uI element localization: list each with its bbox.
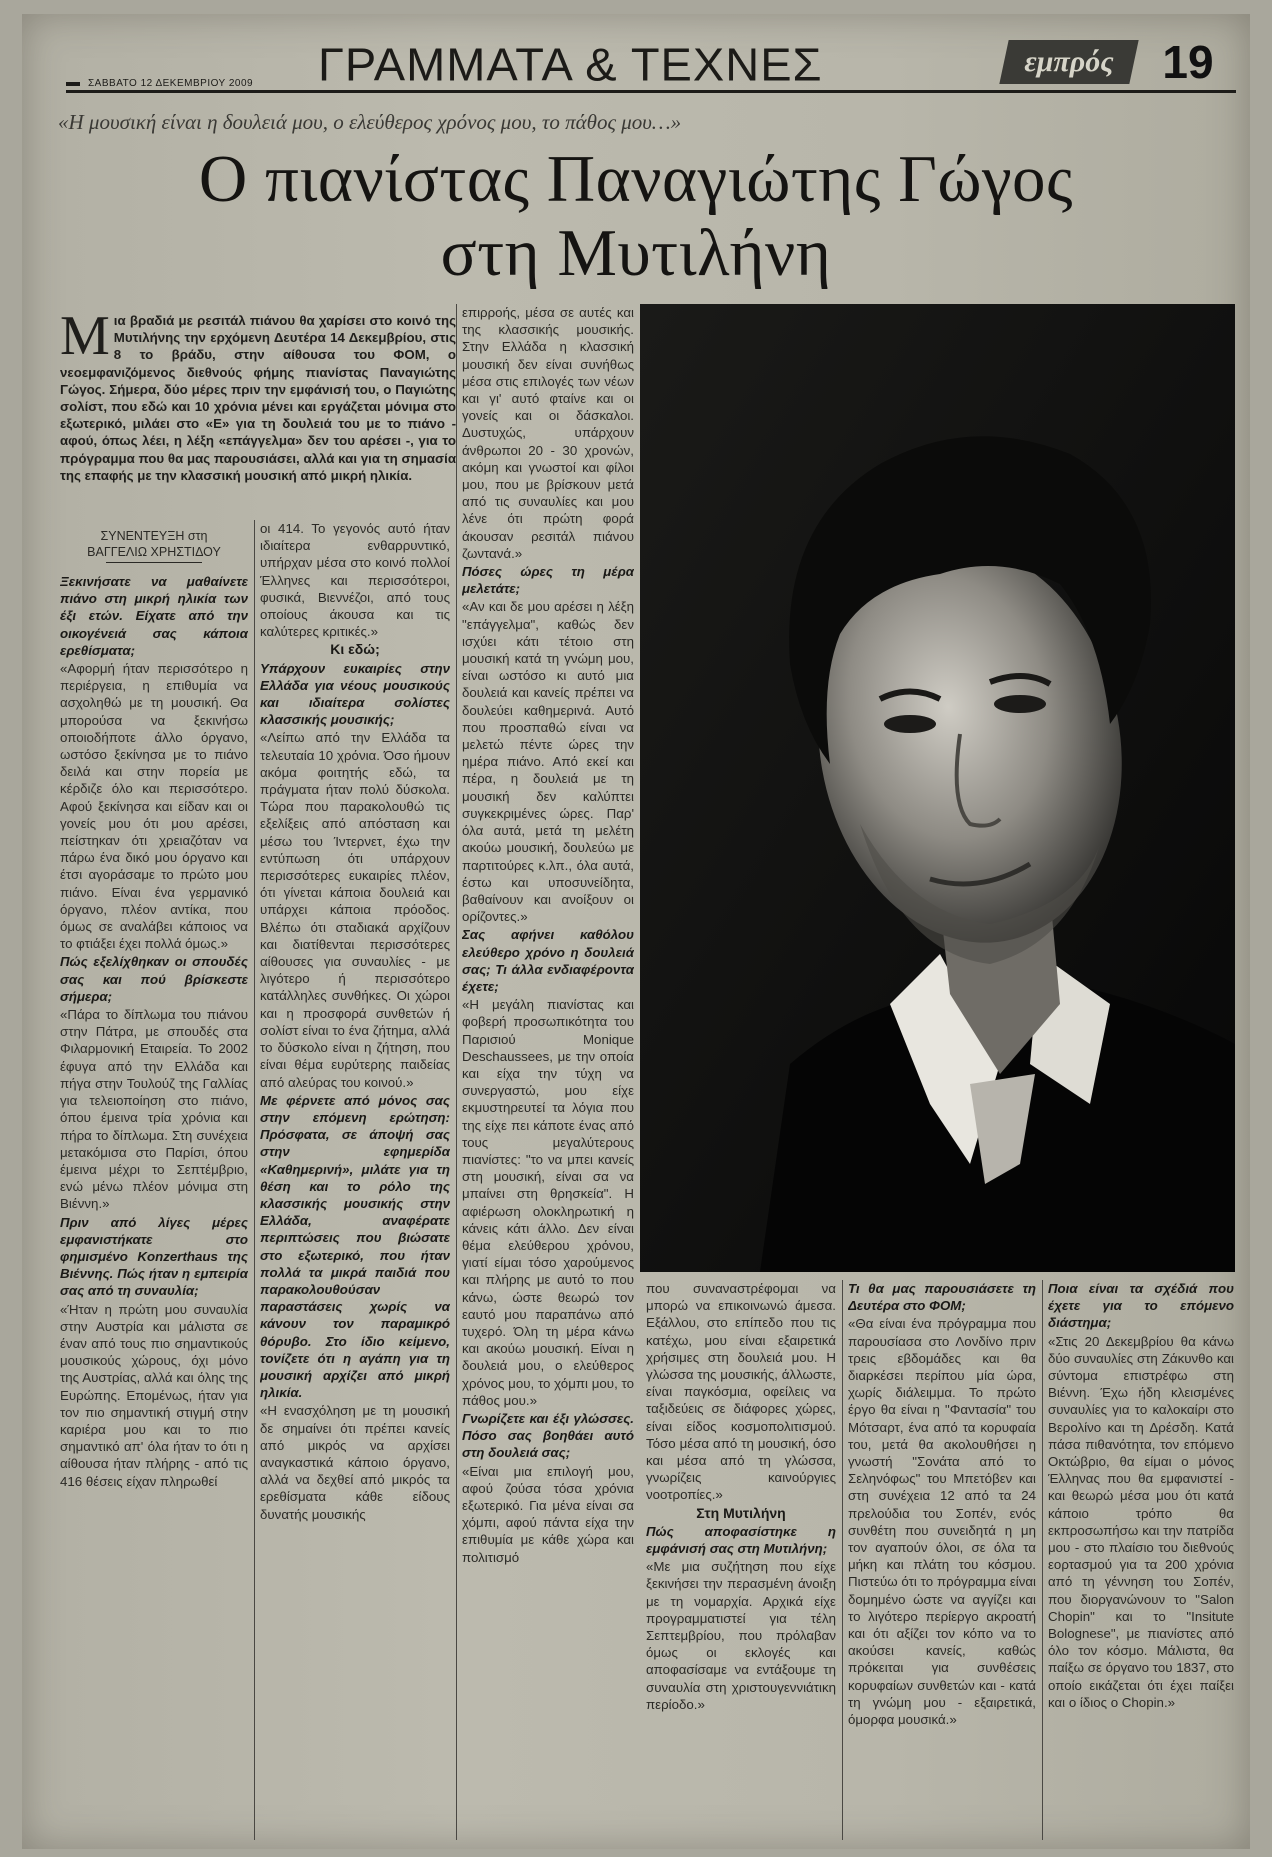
interview-answer: οι 414. Το γεγονός αυτό ήταν ιδιαίτερα ενθαρρυντικό, υπήρχαν μέσα στο κοινό πολλοί Έλληνες και περισσότεροι, φυσικά, Βιεννέζοι, από τους οποίους άκουσα και τις καλύτερες κριτικές.» <box>260 521 450 640</box>
interview-question: Πώς αποφασίστηκε η εμφάνισή σας στη Μυτιλήνη; <box>646 1523 836 1557</box>
interview-answer: «Πάρα το δίπλωμα του πιάνου στην Πάτρα, με σπουδές στα Φιλαρμονική Εταιρεία. Το 2002 έφυγα από την Ελλάδα και πήγα στην Τουλούζ της Γαλλίας για τελειοποίηση στο πιάνο, όπου έμεινα τρία χρόνια και πήρα το δίπλωμα. Στη συνέχεια μετακόμισα στο Παρίσι, όπου έμεινα μέχρι το Σεπτέμβριο, ενώ μένω πλέον μόνιμα στη Βιέννη.» <box>60 1007 248 1212</box>
subheading: Στη Μυτιλήνη <box>696 1504 786 1521</box>
interview-answer: «Η ενασχόληση με τη μουσική δε σημαίνει ότι πρέπει κανείς από μικρός να αρχίσει αναγκαστικά κάποιο όργανο, αλλά να δεχθεί από μικρός τα ερεθίσματα κάθε είδους δυνατής μουσικής <box>260 1403 450 1522</box>
column-1-body <box>60 573 248 1490</box>
column-3-body <box>462 304 634 1566</box>
column-2 <box>260 520 450 1840</box>
byline <box>60 528 248 563</box>
column-1 <box>60 520 248 1840</box>
interview-question: Σας αφήνει καθόλου ελεύθερο χρόνο η δουλειά σας; Τι άλλα ενδιαφέροντα έχετε; <box>462 927 634 994</box>
masthead-rule <box>66 90 1236 93</box>
drop-cap: Μ <box>60 312 110 367</box>
logo-text: εμπρός <box>1024 45 1114 78</box>
interview-answer: «Αφορμή ήταν περισσότερο η περιέργεια, η επιθυμία να ασχοληθώ με τη μουσική. Θα μπορούσα να ξεκινήσω οποιοδήποτε άλλο όργανο, ωστόσο ξεκίνησα με το πιάνο δειλά και στην πορεία με κέρδιζε όλο και περισσότερο. Αφού ξεκίνησα και είδαν και οι γονείς μου ότι μου αρέσει, πείστηκαν ότι χρειαζόταν να πάρω ένα δικό μου όργανο και έτσι αγοράσαμε το πρώτο μου πιάνο. Είναι ένα γερμανικό όργανο, πλέον αντίκα, που όμως σε αναλάβει κάποιος να το φτιάξει έχει πολλά όμως.» <box>60 661 248 952</box>
column-rule <box>254 520 255 1840</box>
interview-answer: «Ήταν η πρώτη μου συναυλία στην Αυστρία και μάλιστα σε έναν από τους πιο σημαντικούς μουσικούς χώρους, όχι μόνο της Αυστρίας, αλλά και όλης της Ευρώπης. Επομένως, ήταν για τον πιο σημαντική στιγμή στην καριέρα μου και το πιο σημαντικό απ' όλα ήταν το ότι η αίθουσα ήταν πλήρης - από τις 416 θέσεις είχαν πληρωθεί <box>60 1301 248 1489</box>
byline-rule <box>106 562 202 563</box>
lead-text: ια βραδιά με ρεσιτάλ πιάνου θα χαρίσει στο κοινό της Μυτιλήνης την ερχόμενη Δευτέρα 14 Δεκεμβρίου, στις 8 το βράδυ, στην αίθουσα του ΦΟΜ, ο νεοεμφανιζόμενος διεθνούς φήμης πιανίστας Παναγιώτης Γώγος. Σήμερα, δύο μέρες πριν την εμφάνισή του, ο Παγιώτης σολίστ, που εδώ και 10 χρόνια μένει και εργάζεται μόνιμα στο εξωτερικό, μιλάει στο «Ε» για τη δουλειά του με το πιάνο - αφού, όπως λέει, η λέξη «επάγγελμα» δεν του αρέσει -, για το πρόγραμμα που θα μας παρουσιάσει, αλλά και για τη σημασία της επαφής με την κλασσική μουσική από μικρή ηλικία. <box>60 313 456 483</box>
column-6-body <box>1048 1280 1234 1711</box>
column-4-body <box>646 1280 836 1713</box>
column-rule <box>1042 1280 1043 1840</box>
interview-answer: «Είναι μια επιλογή μου, αφού ζούσα τόσα χρόνια εξωτερικό. Για μένα είναι σα χόμπι, αφού πάντα είχα την επιθυμία με κάθε χώρα και πολιτισμό <box>462 1463 634 1565</box>
portrait-illustration <box>640 304 1235 1272</box>
interview-question: Ποια είναι τα σχέδιά που έχετε για το επόμενο διάστημα; <box>1048 1281 1234 1331</box>
column-6 <box>1048 1280 1234 1840</box>
column-4 <box>646 1280 836 1840</box>
column-5-body <box>848 1280 1036 1728</box>
interview-answer: «Με μια συζήτηση που είχε ξεκινήσει την περασμένη άνοιξη με τη νομαρχία. Αρχικά είχε προγραμματιστεί για τέλη Σεπτεμβρίου, που πρόλαβαν όμως οι εκλογές και αποφασίσαμε να εντάξουμε τη συναυλία στη χριστουγεννιάτικη περίοδο.» <box>646 1559 836 1712</box>
interview-answer: «Στις 20 Δεκεμβρίου θα κάνω δύο συναυλίες στη Ζάκυνθο και σύντομα επιστρέφω στη Βιέννη. Έχω ήδη κλεισμένες συναυλίες για το καλοκαίρι στο Βερολίνο και τη Δρέσδη. Κατά πάσα πιθανότητα, τον επόμενο Οκτώβριο, θα είμαι ο μόνος Έλληνας που θα εμφανιστεί - και θεωρώ μέσα μου ότι κατά κάποιο τρόπο θα εκπροσωπήσω και την πατρίδα μου - στο πλαίσιο του διεθνούς εορτασμού για τα 200 χρόνια από τη γέννηση του Σοπέν, που διοργανώνουν το "Salon Chopin" και το "Insitute Bolognese", με πιανίστες από όλο τον κόσμο. Μάλιστα, θα παίξω σε όργανο του 1837, στο οποίο εικάζεται ότι έχει παίξει και ο ίδιος ο Chopin.» <box>1048 1333 1234 1710</box>
subheading: Κι εδώ; <box>330 641 380 658</box>
headline-line-2: στη Μυτιλήνη <box>440 216 832 290</box>
newspaper-page <box>22 14 1250 1849</box>
masthead <box>48 38 1230 100</box>
column-rule <box>456 304 457 1840</box>
column-5 <box>848 1280 1036 1840</box>
column-2-body <box>260 520 450 1523</box>
section-title: ΓΡΑΜΜΑΤΑ & ΤΕΧΝΕΣ <box>318 38 823 91</box>
column-3 <box>462 304 634 1840</box>
interview-answer: «Η μεγάλη πιανίστας και φοβερή προσωπικότητα του Παρισιού Monique Deschaussees, με την οποία και είχα την τύχη να συνεργαστώ, μου είχε εκμυστηρευτεί τα λόγια που της είχε πει κάποτε ένας από τους μεγαλύτερους πιανίστες: "το να μπει κανείς στη μουσική, είναι σα να μπαίνει στη θρησκεία". Η αφιέρωση ολοκληρωτική η κάνεις κάτι άλλο. Δεν είναι θέμα ελεύθερου χρόνου, γιατί είμαι τόσο χαρούμενος και πλήρης με αυτό το που κάνω, ώστε θεωρώ τον εαυτό μου παραπάνω από τυχερό. Όλη τη μέρα κάνω και ακούω μουσική. Είναι η δουλειά μου, ο ελεύθερος χρόνος μου, το χόμπι μου, το πάθος μου.» <box>462 997 634 1408</box>
interview-question: Πώς εξελίχθηκαν οι σπουδές σας και πού βρίσκεστε σήμερα; <box>60 954 248 1004</box>
interview-answer: «Θα είναι ένα πρόγραμμα που παρουσίασα στο Λονδίνο πριν τρεις εβδομάδες και θα διαρκέσει περίπου μία ώρα, χωρίς διάλειμμα. Το πρώτο έργο θα είναι η "Φαντασία" του Μότσαρτ, ένα από τα κορυφαία του, μετά θα ακολουθήσει η γνωστή "Σονάτα από το Σεληνόφως" του Μπετόβεν και στη συνέχεια 12 από τα 24 πρελούδια του Σοπέν, ενός συνθέτη που συνειδητά η μη τον αγαπούν όλοι, σε όλα τα μήκη και πλάτη του κόσμου. Πιστεύω ότι το πρόγραμμα είναι δομημένο ώστε να αγγίζει και το λιγότερο περίεργο ακροατή και ότι αξίζει τον κόπο να το ακούσει κανείς, καθώς πρόκειται για συνθέσεις κορυφαίων συνθετών και - κατά τη γνώμη μου - εξαιρετικά, όμορφα μουσικά.» <box>848 1316 1036 1728</box>
headline-line-1: Ο πιανίστας Παναγιώτης Γώγος <box>198 142 1074 216</box>
interview-question: Υπάρχουν ευκαιρίες στην Ελλάδα για νέους μουσικούς και ιδιαίτερα σολίστες κλασσικής μουσικής; <box>260 660 450 728</box>
newspaper-logo <box>999 40 1138 84</box>
lead-paragraph <box>60 312 456 512</box>
page-number: 19 <box>1162 36 1214 88</box>
issue-date: ΣΑΒΒΑΤΟ 12 ΔΕΚΕΜΒΡΙΟΥ 2009 <box>88 78 254 89</box>
interview-answer: επιρροής, μέσα σε αυτές και της κλασσικής μουσικής. Στην Ελλάδα η κλασσική μουσική δεν είναι συνήθως μέσα στις επιλογές των νέων και γι' αυτό φταίνε και οι γονείς και οι δάσκαλοι. Δυστυχώς, υπάρχουν άνθρωποι 20 - 30 χρονών, ακόμη και γνωστοί και φίλοι μου, που με βρίσκουν μετά από τις συναυλίες και μου λένε ότι πρώτη φορά άκουσαν ρεσιτάλ πιάνου ζωντανά.» <box>462 305 634 561</box>
pianist-portrait-photo <box>640 304 1235 1272</box>
column-rule <box>842 1280 843 1840</box>
interview-answer: «Λείπω από την Ελλάδα τα τελευταία 10 χρόνια. Όσο ήμουν ακόμα φοιτητής εδώ, τα πράγματα ήταν πολύ δύσκολα. Τώρα που παρακολουθώ τις εξελίξεις από απόσταση και μέσω του Ίντερνετ, έχω την εντύπωση ότι υπάρχουν περισσότερες ευκαιρίες πλέον, ότι γίνεται κάποια δουλειά και υπάρχει κάποια πρόοδος. Βλέπω ότι σταδιακά αρχίζουν και διατίθενται περισσότερες αίθουσες για συναυλίες - με λιγότερο ή περισσότερο κατάλληλες συνθήκες. Οι χώροι και η προσφορά συνθετών ή σολίστ είναι το ένα ζήτημα, αλλά το δύσκολο είναι η ζήτηση, που είναι θέμα ευρύτερης παιδείας από αλεύρας του κοινού.» <box>260 730 450 1090</box>
headline <box>42 142 1230 290</box>
interview-question: Με φέρνετε από μόνος σας στην επόμενη ερώτηση: Πρόσφατα, σε άποψή σας στην εφημερίδα «Καθημερινή», μιλάτε για τη θέση και το ρόλο της κλασσικής μουσικής στην Ελλάδα, αναφέρατε περιπτώσεις που βιώσατε στο εξωτερικό, που ήταν πολλά τα μικρά παιδιά που παρακολουθούσαν παραστάσεις χωρίς να κάνουν τον παραμικρό θόρυβο. Στο ίδιο κείμενο, τονίζετε ότι η αγάπη για τη μουσική αρχίζει από μικρή ηλικία. <box>260 1092 450 1401</box>
interview-question: Πόσες ώρες τη μέρα μελετάτε; <box>462 564 634 597</box>
interview-question: Ξεκινήσατε να μαθαίνετε πιάνο στη μικρή ηλικία των έξι ετών. Είχατε από την οικογένειά σας κάποια ερεθίσματα; <box>60 574 248 658</box>
masthead-dash <box>66 82 80 86</box>
kicker-quote: «Η μουσική είναι η δουλειά μου, ο ελεύθερος χρόνος μου, το πάθος μου…» <box>58 110 682 134</box>
byline-label: ΣΥΝΕΝΤΕΥΞΗ στη <box>100 529 208 543</box>
interview-question: Γνωρίζετε και έξι γλώσσες. Πόσο σας βοηθάει αυτό στη δουλειά σας; <box>462 1411 634 1461</box>
interview-answer: που συναναστρέφομαι να μπορώ να επικοινωνώ άμεσα. Εξάλλου, στο επίπεδο που τις κατέχω, μου είναι εξαιρετικά χρήσιμες στη δουλειά μου. Η γλώσσα της μουσικής, άλλωστε, είναι παγκόσμια, οφείλεις να ταξιδεύεις σε διάφορες χώρες, είναι είδος κοσμοπολιτισμού. Τόσο μέσα από τη μουσική, όσο και μέσα από τη γλώσσα, γνωρίζεις καινούργιες νοοτροπίες.» <box>646 1281 836 1503</box>
byline-author: ΒΑΓΓΕΛΙΩ ΧΡΗΣΤΙΔΟΥ <box>87 545 221 559</box>
interview-question: Πριν από λίγες μέρες εμφανιστήκατε στο φημισμένο Konzerthaus της Βιέννης. Πώς ήταν η εμπειρία σας από τη συναυλία; <box>60 1214 248 1299</box>
interview-answer: «Αν και δε μου αρέσει η λέξη "επάγγελμα", καθώς δεν ισχύει κάτι τέτοιο στη μουσική κατά τη γνώμη μου, είναι ωστόσο κι αυτό μια δουλειά και κανείς πρέπει να δουλεύει καθημερινά. Αυτό που προσπαθώ είναι να μελετώ πέντε ώρες την ημέρα πιάνο. Από εκεί και πέρα, η δουλειά με τη μουσική δεν καλύπτει συγκεκριμένες ώρες. Παρ' όλα αυτά, μετά τη μελέτη ακούω μουσική, δουλεύω με παρτιτούρες κ.λπ., όλα αυτά, έστω και υποσυνείδητα, βαθαίνουν και ανοίξουν οι ορίζοντες.» <box>462 599 634 925</box>
interview-question: Τι θα μας παρουσιάσετε τη Δευτέρα στο ΦΟΜ; <box>848 1281 1036 1314</box>
